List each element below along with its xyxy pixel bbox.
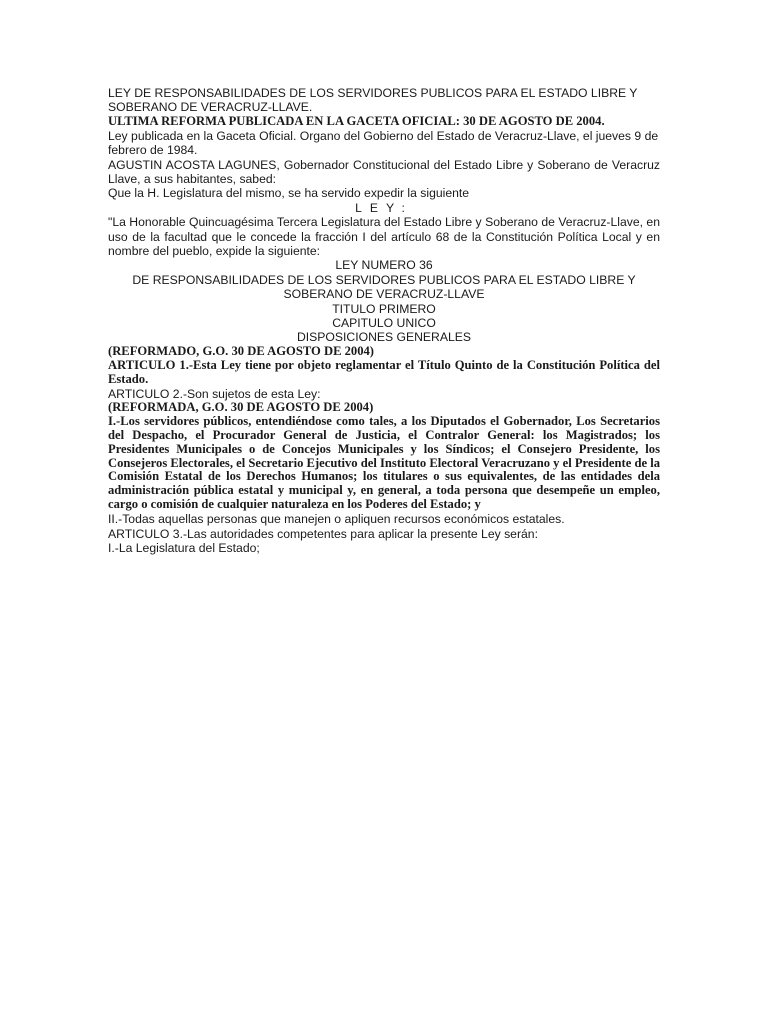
fraccion-1: I.-Los servidores públicos, entendiéndose como tales, a los Diputados el Gobernador, Los Secretarios del Despacho, el Procurador General de Justicia, el Contralor General: los Magistrados; los Presidentes Municipales o de Concejos Municipales y los Síndicos; el Consejero Presidente, los Consejeros Electorales, el Secretario Ejecutivo del Instituto Electoral Veracruzano y el Presidente de la Comisión Estatal de los Derechos Humanos; los titulares o sus equivalentes, de las entidades dela administración pública estatal y municipal y, en general, a toda persona que desempeñe un empleo, cargo o comisión de cualquier naturaleza en los Poderes del Estado; y [108,413,660,512]
governor-paragraph: AGUSTIN ACOSTA LAGUNES, Gobernador Constitucional del Estado Libre y Soberano de Veracruz Llave, a sus habitantes, sabed: [108,157,660,186]
document-body [108,86,660,555]
publication-note: Ley publicada en la Gaceta Oficial. Organo del Gobierno del Estado de Veracruz-Llave, el jueves 9 de febrero de 1984. [108,128,659,158]
titulo-heading: TITULO PRIMERO [332,301,436,316]
reform-note-2: (REFORMADA, G.O. 30 DE AGOSTO DE 2004) [108,399,374,414]
decree-paragraph: "La Honorable Quincuagésima Tercera Legislatura del Estado Libre y Soberano de Veracruz-Llave, en uso de la facultad que le concede la fracción I del artículo 68 de la Constitución Política Local y en nombre del pueblo, expide la siguiente: [108,215,660,258]
disposiciones-heading: DISPOSICIONES GENERALES [296,330,472,345]
law-title: LEY DE RESPONSABILIDADES DE LOS SERVIDORES PUBLICOS PARA EL ESTADO LIBRE Y SOBERANO DE VERACRUZ-LLAVE. [108,86,638,115]
last-reform-heading: ULTIMA REFORMA PUBLICADA EN LA GACETA OFICIAL: 30 DE AGOSTO DE 2004. [108,113,605,128]
reform-note-1: (REFORMADO, G.O. 30 DE AGOSTO DE 2004) [108,343,374,358]
legislature-line: Que la H. Legislatura del mismo, se ha servido expedir la siguiente [108,186,470,201]
law-subtitle: DE RESPONSABILIDADES DE LOS SERVIDORES PUBLICOS PARA EL ESTADO LIBRE Y SOBERANO DE VERACRUZ-LLAVE [132,272,636,302]
law-number-heading: LEY NUMERO 36 [335,258,433,273]
articulo-1: ARTICULO 1.-Esta Ley tiene por objeto reglamentar el Título Quinto de la Constitución Política del Estado. [108,357,660,386]
capitulo-heading: CAPITULO UNICO [332,316,436,330]
articulo-2: ARTICULO 2.-Son sujetos de esta Ley: [108,386,321,401]
ley-heading: LEY: [355,200,413,215]
articulo-3: ARTICULO 3.-Las autoridades competentes para aplicar la presente Ley serán: [108,526,538,541]
fraccion-2: II.-Todas aquellas personas que manejen o apliquen recursos económicos estatales. [108,512,565,527]
fraccion-3-1: I.-La Legislatura del Estado; [108,541,260,555]
